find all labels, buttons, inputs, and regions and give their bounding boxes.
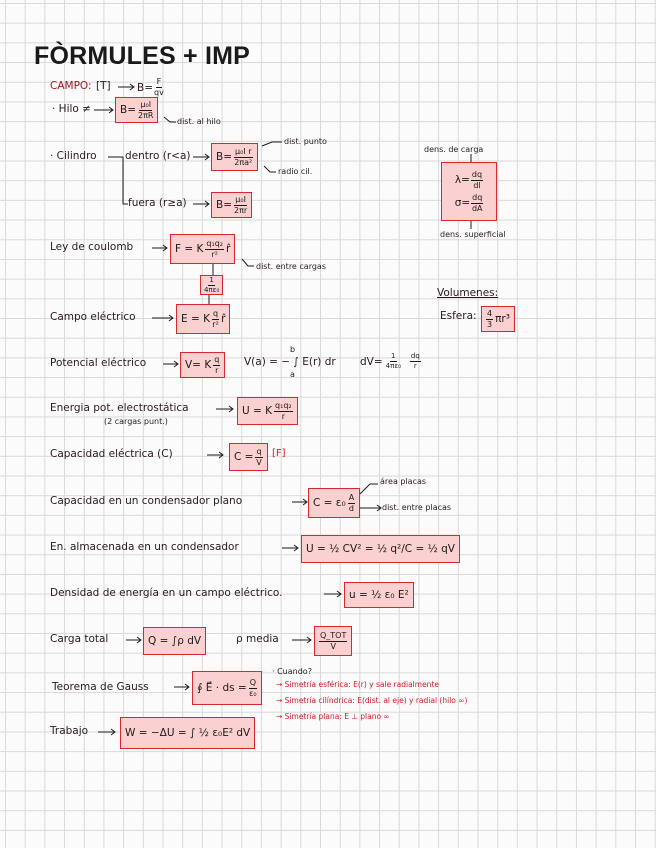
cilindro-fuera-box [211,192,252,218]
capacidad-label: Capacidad eléctrica (C) [50,448,173,460]
coulomb-num: q₁q₂ [206,238,223,248]
capacidad-num: q [256,446,262,456]
potencial-integral: V(a) = − ∫ E(r) dr [244,356,336,368]
cilindro-dentro-label: dentro (r<a) [125,150,191,162]
lambda-den: dl [473,180,481,190]
condensador-den: d [348,503,354,513]
gauss-label: Teorema de Gauss [52,681,149,693]
condensador-lhs: C = ε₀ [313,497,346,509]
hilo-formula-num: μ₀I [140,99,152,109]
potencial-int-lower: a [290,370,295,379]
potencial-label: Potencial eléctrico [50,357,147,369]
dv-num: 1 [391,352,396,360]
campo-electrico-num: q [213,308,219,318]
rho-media-den: V [330,641,336,651]
dens-carga-label: dens. de carga [424,145,484,154]
condensador-note-dist: dist. entre placas [382,503,452,512]
dens-superficial-label: dens. superficial [440,230,506,239]
campo-unit: [T] [96,80,111,92]
hilo-formula-lhs: B= [120,104,137,116]
energia-alm-label: En. almacenada en un condensador [50,541,239,553]
cilindro-dentro-lhs: B= [216,151,233,163]
coulomb-k-box [200,275,223,295]
potencial-box [180,352,225,378]
esfera-label: Esfera: [440,310,477,322]
capacidad-lhs: C = [234,451,254,463]
coulomb-k-num: 1 [209,275,214,284]
hilo-label: · Hilo ≠ [52,103,91,115]
densidad-energia-box: u = ½ ε₀ E² [344,582,414,608]
potencial-num: q [214,354,220,364]
potencial-int-upper: b [290,345,296,354]
campo-electrico-box [176,304,230,334]
cilindro-note-punto: dist. punto [284,137,327,146]
sigma-num: dq [472,192,483,202]
condensador-label: Capacidad en un condensador plano [50,495,243,507]
gauss-item-esferica: → Simetría esférica: E(r) y sale radialmente [276,680,439,689]
trabajo-label: Trabajo [50,725,89,737]
dens-carga-box [441,162,497,221]
condensador-note-area: área placas [380,477,427,486]
sigma-den: dA [471,203,483,213]
esfera-num: 4 [487,308,493,318]
campo-formula-den: qv [154,88,164,97]
carga-total-label: Carga total [50,633,109,645]
gauss-den: ε₀ [249,688,257,698]
cilindro-label: · Cilindro [50,150,97,162]
rho-media-box [314,626,352,656]
hilo-note: dist. al hilo [177,117,221,126]
energia-pot-den: r [281,411,285,421]
campo-electrico-den: r² [212,319,219,329]
volumenes-label: Volumenes: [437,287,499,299]
coulomb-den: r² [211,249,218,259]
campo-electrico-lhs: E = K [181,313,210,325]
campo-label: CAMPO: [50,80,92,92]
campo-formula [137,78,164,97]
esfera-tail: πr³ [495,313,510,325]
gauss-item-cilindrica: → Simetría cilíndrica: E(dist. al eje) y radial (hilo ∞) [276,696,468,705]
campo-formula-lhs: B= [137,81,154,94]
esfera-den: 3 [487,319,493,329]
coulomb-lhs: F = K [175,243,204,255]
energia-pot-box [237,397,298,425]
campo-electrico-tail: r̂ [221,313,226,325]
cilindro-dentro-box [211,143,258,171]
capacidad-den: V [256,457,262,467]
energia-pot-num: q₁q₂ [275,400,292,410]
gauss-lhs: ∮ E⃗ · ds = [197,682,247,694]
energia-alm-box: U = ½ CV² = ½ q²/C = ½ qV [301,535,460,563]
dv-den2: r [413,362,417,370]
capacidad-unit: [F] [272,448,286,459]
capacidad-box [229,443,268,471]
cilindro-fuera-label: fuera (r≥a) [128,197,187,209]
sigma-lhs: σ= [454,197,471,209]
campo-formula-num: F [156,77,162,86]
lambda-lhs: λ= [454,174,470,186]
campo-electrico-label: Campo eléctrico [50,311,136,323]
energia-pot-lhs: U = K [242,405,273,417]
coulomb-label: Ley de coulomb [50,241,134,253]
cilindro-note-radio: radio cil. [278,167,313,176]
condensador-num: A [348,492,355,502]
esfera-box [481,306,515,332]
coulomb-note: dist. entre cargas [256,262,326,271]
gauss-box [192,671,262,705]
carga-total-box: Q = ∫ρ dV [143,627,206,655]
potencial-lhs: V= K [185,359,212,371]
cilindro-fuera-num: μ₀I [235,194,246,204]
energia-pot-sub: (2 cargas punt.) [104,417,168,426]
hilo-formula-box [115,97,158,123]
densidad-energia-label: Densidad de energía en un campo eléctrico. [50,587,283,599]
hilo-formula-den: 2πR [138,110,154,120]
lambda-num: dq [471,169,483,179]
dv-den: 4πε₀ [385,362,401,370]
dv-formula [360,353,421,370]
coulomb-box [170,234,235,264]
cilindro-fuera-den: 2πr [234,205,248,215]
gauss-num: Q [249,677,257,687]
coulomb-k-den: 4πε₀ [204,285,220,294]
gauss-when: · Cuando? [272,667,312,676]
coulomb-tail: r̂ [225,243,231,255]
dv-lhs: dV= [360,355,383,368]
potencial-den: r [215,365,219,375]
page-title: FÒRMULES + IMP [34,42,251,70]
rho-media-label: ρ media [236,633,279,645]
rho-media-num: Q_TOT [320,630,347,640]
cilindro-fuera-lhs: B= [216,199,233,211]
cilindro-dentro-den: 2πa² [234,157,253,167]
gauss-item-plana: → Simetría plana: E ⊥ plano ∞ [276,712,390,721]
condensador-box [308,488,360,518]
cilindro-dentro-num: μ₀I r [235,146,252,156]
energia-pot-label: Energia pot. electrostática [50,402,189,414]
dv-num2: dq [410,352,420,360]
trabajo-box: W = −ΔU = ∫ ½ ε₀E² dV [120,717,255,749]
